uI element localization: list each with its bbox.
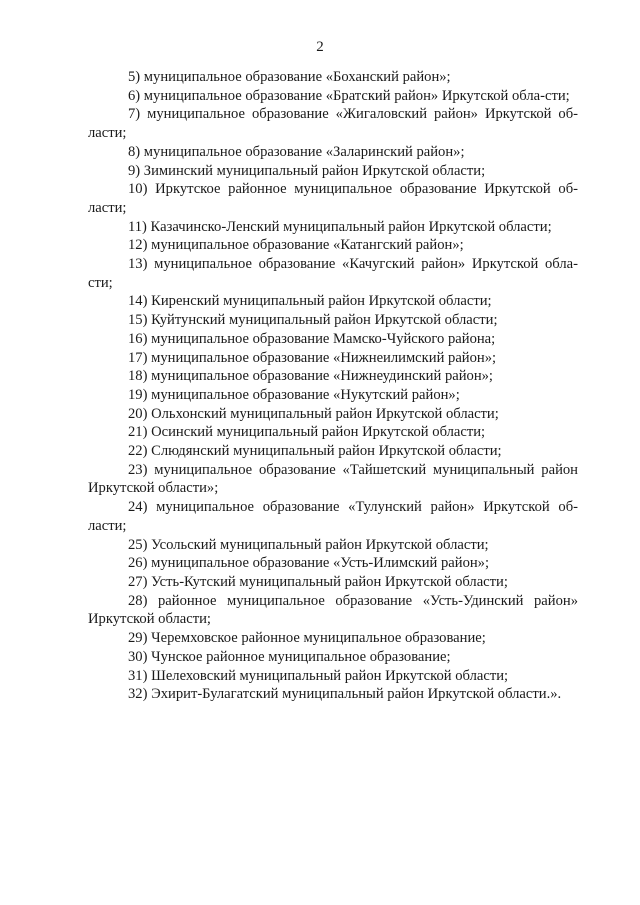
page-number: 2 [316,39,324,55]
list-item: 27) Усть-Кутский муниципальный район Иркутской области; [128,573,508,590]
list-item: 6) муниципальное образование «Братский район» Иркутской обла-сти; [128,87,570,104]
list-item: 29) Черемховское районное муниципальное образование; [128,630,486,647]
list-item: 30) Чунское районное муниципальное образование; [128,648,451,665]
list-item: 17) муниципальное образование «Нижнеилимский район»; [128,349,497,366]
list-item: 5) муниципальное образование «Боханский район»; [128,69,451,85]
list-item: 15) Куйтунский муниципальный район Иркутской области; [128,312,498,329]
municipality-list [88,68,578,704]
list-item: 28) районное муниципальное образование «Усть-Удинский район» Иркутской области; [88,592,578,628]
list-item: 26) муниципальное образование «Усть-Илимский район»; [128,555,490,572]
list-item: 23) муниципальное образование «Тайшетский муниципальный район Иркутской области»; [88,461,578,497]
list-item: 10) Иркутское районное муниципальное образование Иркутской об-ласти; [88,181,578,216]
list-item: 14) Киренский муниципальный район Иркутской области; [128,293,492,310]
list-item: 13) муниципальное образование «Качугский район» Иркутской обла-сти; [88,256,578,291]
list-item: 20) Ольхонский муниципальный район Иркутской области; [128,405,499,422]
list-item: 9) Зиминский муниципальный район Иркутской области; [128,162,486,179]
list-item: 24) муниципальное образование «Тулунский район» Иркутской об-ласти; [88,499,578,534]
list-item: 18) муниципальное образование «Нижнеудинский район»; [128,368,493,385]
list-item: 21) Осинский муниципальный район Иркутской области; [128,424,486,441]
list-item: 22) Слюдянский муниципальный район Иркутской области; [128,443,502,460]
list-item: 7) муниципальное образование «Жигаловский район» Иркутской об-ласти; [88,106,578,142]
list-item: 11) Казачинско-Ленский муниципальный район Иркутской области; [128,218,552,235]
list-item: 32) Эхирит-Булагатский муниципальный район Иркутской области.». [128,686,562,703]
list-item: 8) муниципальное образование «Заларинский район»; [128,143,465,160]
list-item: 25) Усольский муниципальный район Иркутской области; [128,536,489,553]
list-item: 31) Шелеховский муниципальный район Иркутской области; [128,667,509,684]
list-item: 16) муниципальное образование Мамско-Чуйского района; [128,330,496,347]
list-item: 12) муниципальное образование «Катангский район»; [128,237,464,254]
list-item: 19) муниципальное образование «Нукутский район»; [128,386,460,403]
